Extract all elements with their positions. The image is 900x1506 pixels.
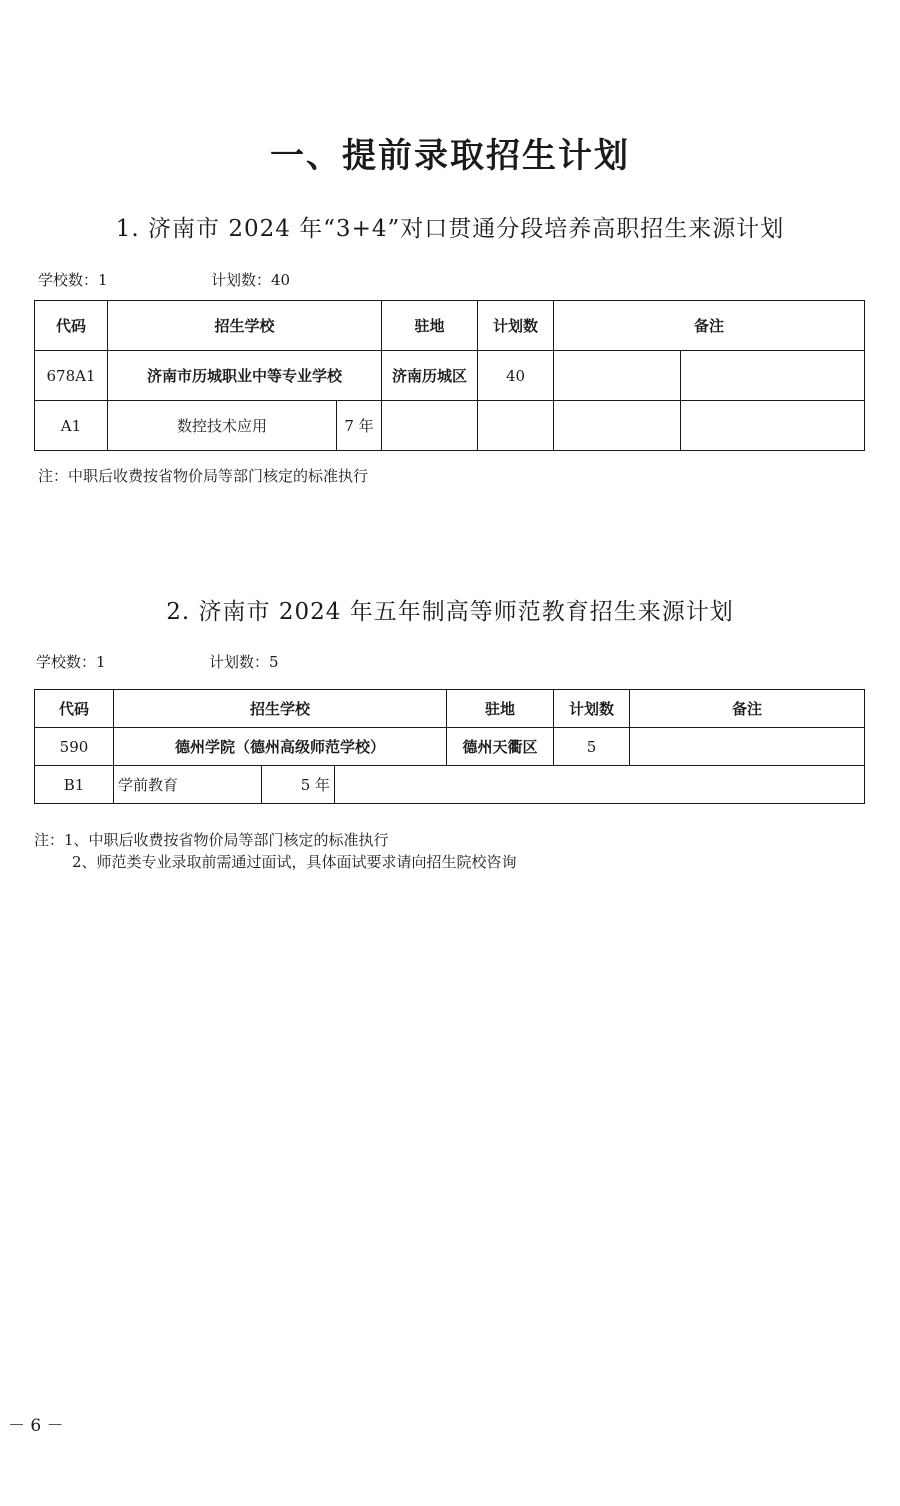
- major-name: 学前教育: [114, 766, 262, 804]
- major-years: 5 年: [262, 766, 335, 804]
- section2-school-count: 学校数：1: [36, 653, 106, 671]
- empty-cell: [478, 401, 554, 451]
- header-plan: 计划数: [478, 301, 554, 351]
- section2-note-1: 注：1、中职后收费按省物价局等部门核定的标准执行: [34, 831, 389, 849]
- section1-note: 注：中职后收费按省物价局等部门核定的标准执行: [38, 467, 369, 485]
- header-location: 驻地: [447, 690, 554, 728]
- section1-plan-count: 计划数：40: [211, 271, 291, 289]
- school-plan: 40: [478, 351, 554, 401]
- section1-heading: 1. 济南市 2024 年“3+4”对口贯通分段培养高职招生来源计划: [115, 216, 785, 242]
- major-name: 数控技术应用: [108, 401, 337, 451]
- page-number: － 6 －: [8, 1416, 64, 1436]
- school-location: 德州天衢区: [447, 728, 554, 766]
- school-plan: 5: [554, 728, 630, 766]
- school-name: 济南市历城职业中等专业学校: [108, 351, 382, 401]
- table-row: [35, 351, 865, 401]
- section2-plan-count: 计划数：5: [209, 653, 279, 671]
- table-row: [35, 728, 865, 766]
- table-row: [35, 766, 865, 804]
- section1-school-count: 学校数：1: [38, 271, 108, 289]
- header-location: 驻地: [382, 301, 478, 351]
- header-code: 代码: [35, 690, 114, 728]
- section2-note-2: 2、师范类专业录取前需通过面试，具体面试要求请向招生院校咨询: [72, 853, 517, 871]
- school-location: 济南历城区: [382, 351, 478, 401]
- section1-stats: [0, 269, 900, 289]
- header-plan: 计划数: [554, 690, 630, 728]
- section2-table: [34, 689, 865, 804]
- table-header-row: [35, 690, 865, 728]
- empty-cell: [681, 401, 865, 451]
- empty-cell: [554, 401, 681, 451]
- school-name: 德州学院（德州高级师范学校）: [114, 728, 447, 766]
- page-title: 一、提前录取招生计划: [270, 136, 630, 176]
- section1-table: [34, 300, 865, 451]
- table-header-row: [35, 301, 865, 351]
- school-code: 678A1: [35, 351, 108, 401]
- section2-stats: [0, 651, 900, 671]
- school-code: 590: [35, 728, 114, 766]
- section2-heading: 2. 济南市 2024 年五年制高等师范教育招生来源计划: [166, 599, 734, 625]
- major-code: A1: [35, 401, 108, 451]
- major-years: 7 年: [337, 401, 382, 451]
- remark-cell: [630, 728, 865, 766]
- header-school: 招生学校: [114, 690, 447, 728]
- remark-cell: [554, 351, 681, 401]
- table-row: [35, 401, 865, 451]
- header-school: 招生学校: [108, 301, 382, 351]
- header-remark: 备注: [554, 301, 865, 351]
- header-remark: 备注: [630, 690, 865, 728]
- empty-cell: [382, 401, 478, 451]
- empty-cell: [335, 766, 865, 804]
- header-code: 代码: [35, 301, 108, 351]
- remark-cell: [681, 351, 865, 401]
- major-code: B1: [35, 766, 114, 804]
